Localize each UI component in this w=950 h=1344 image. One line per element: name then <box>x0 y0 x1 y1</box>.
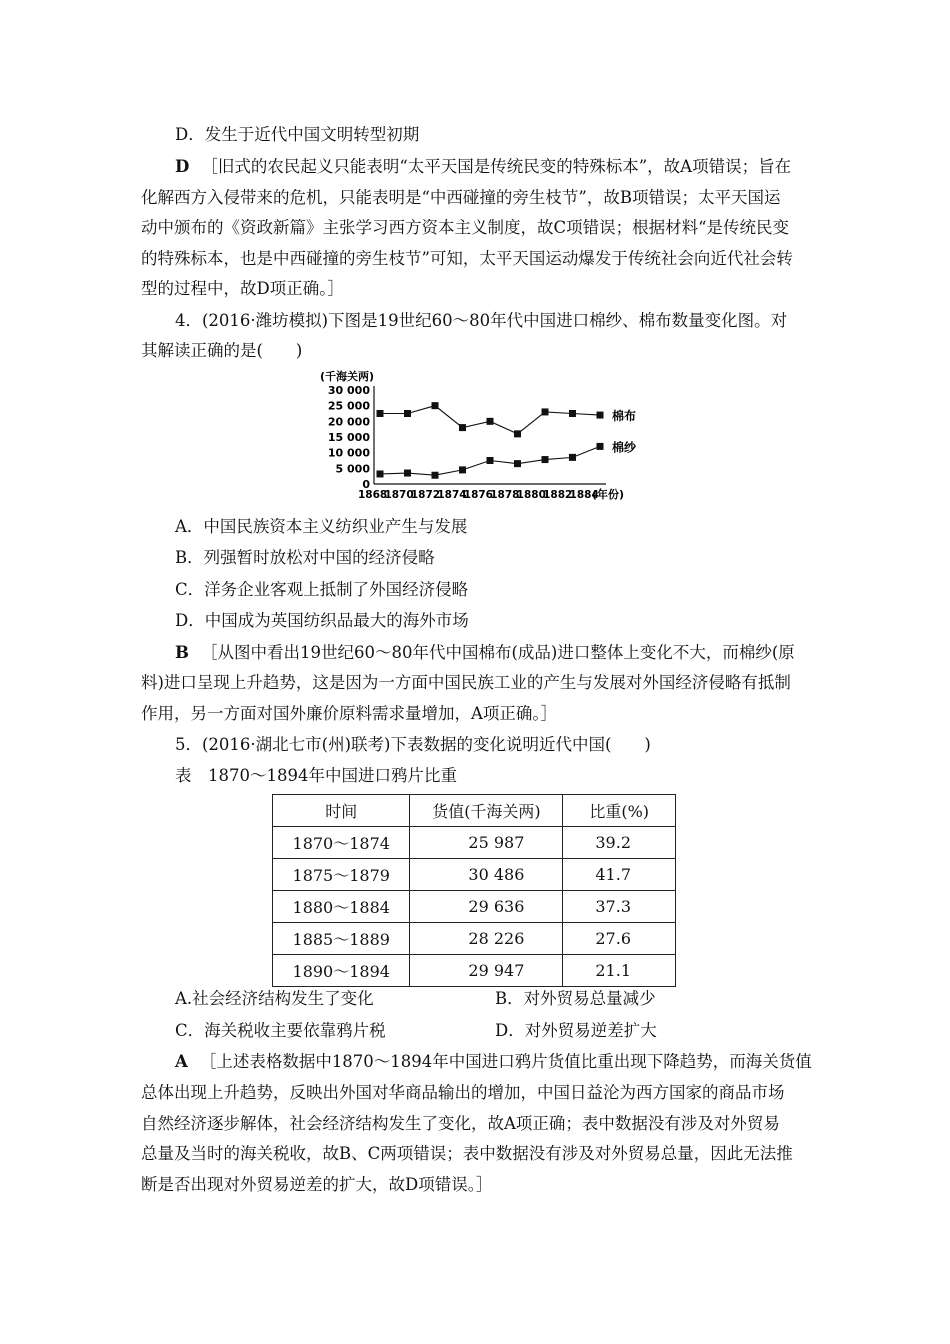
x-tick-label: 1876 <box>463 489 494 501</box>
y-tick-label: 15 000 <box>327 431 370 444</box>
q5-option-a: A.社会经济结构发生了变化 <box>175 989 374 1008</box>
q4-option-a: A．中国民族资本主义纺织业产生与发展 <box>175 517 468 536</box>
data-point <box>542 456 549 463</box>
table-cell-share: 41.7 <box>563 859 676 891</box>
data-point <box>404 410 411 417</box>
y-tick-label: 0 <box>362 478 370 491</box>
q5-explanation-line: 断是否出现对外贸易逆差的扩大，故D项错误。］ <box>141 1175 493 1194</box>
x-tick-label: 1884 <box>569 489 599 501</box>
y-tick-label: 25 000 <box>327 399 370 413</box>
q5-explanation-line: 总量及当时的海关税收，故B、C两项错误；表中数据没有涉及对外贸易总量，因此无法推 <box>141 1144 793 1163</box>
table-cell-share: 39.2 <box>563 827 676 859</box>
x-tick-label: 1872 <box>410 489 441 501</box>
cotton-import-chart <box>318 366 648 502</box>
data-point <box>514 430 521 437</box>
data-point <box>432 472 439 479</box>
data-point <box>487 457 494 464</box>
q3-explanation-line: ［旧式的农民起义只能表明“太平天国是传统民变的特殊标本”，故A项错误；旨在 <box>201 157 792 176</box>
table-row <box>273 955 676 987</box>
table-cell-share: 21.1 <box>563 955 676 987</box>
data-point <box>404 470 411 477</box>
table-cell-period: 1875～1879 <box>273 859 410 891</box>
table-cell-period: 1885～1889 <box>273 923 410 955</box>
q3-explanation-line: 化解西方入侵带来的危机，只能表明是“中西碰撞的旁生枝节”，故B项错误；太平天国运 <box>141 188 781 207</box>
data-point <box>459 466 466 473</box>
q5-explanation-line: 总体出现上升趋势，反映出外国对华商品输出的增加，中国日益沦为西方国家的商品市场 <box>141 1083 785 1102</box>
y-axis-unit-label: (千海关两) <box>320 370 375 383</box>
table-cell-value: 29 636 <box>410 891 563 923</box>
q3-explanation-line: 的特殊标本，也是中西碰撞的旁生枝节”可知，太平天国运动爆发于传统社会向近代社会转 <box>141 249 793 268</box>
data-point <box>377 470 384 477</box>
q5-explanation-line: 自然经济逐步解体，社会经济结构发生了变化，故A项正确；表中数据没有涉及对外贸易 <box>141 1114 780 1133</box>
q4-explanation-line: ［从图中看出19世纪60～80年代中国棉布(成品)进口整体上变化不大，而棉纱(原 <box>200 643 795 662</box>
table-header-cell: 比重(%) <box>563 795 676 827</box>
table-cell-share: 37.3 <box>563 891 676 923</box>
table-cell-period: 1870～1874 <box>273 827 410 859</box>
table-cell-period: 1890～1894 <box>273 955 410 987</box>
opium-import-table <box>272 794 676 987</box>
data-point <box>514 460 521 467</box>
q4-option-c: C．洋务企业客观上抵制了外国经济侵略 <box>175 580 469 599</box>
x-axis-unit-label: (年份) <box>592 488 625 501</box>
table-row <box>273 827 676 859</box>
y-tick-label: 10 000 <box>327 446 370 460</box>
table-row <box>273 891 676 923</box>
q5-option-c: C．海关税收主要依靠鸦片税 <box>175 1021 386 1040</box>
y-tick-label: 5 000 <box>335 462 370 476</box>
q3-explanation-line: 动中颁布的《资政新篇》主张学习西方资本主义制度，故C项错误；根据材料“是传统民变 <box>141 218 790 237</box>
q4-explanation-line: 料)进口呈现上升趋势，这是因为一方面中国民族工业的产生与发展对外国经济侵略有抵制 <box>141 673 791 692</box>
series-label: 棉纱 <box>612 440 637 455</box>
q4-explanation-line: 作用，另一方面对国外廉价原料需求量增加，A项正确。］ <box>141 704 558 723</box>
q5-stem: 5．(2016·湖北七市(州)联考)下表数据的变化说明近代中国( ) <box>175 735 651 754</box>
q4-answer-line-1 <box>175 642 795 664</box>
data-point <box>487 418 494 425</box>
q5-explanation-line: ［上述表格数据中1870～1894年中国进口鸦片货值比重出现下降趋势，而海关货值 <box>199 1052 812 1071</box>
x-tick-label: 1882 <box>543 489 573 501</box>
table-row <box>273 859 676 891</box>
y-axis-ticks <box>328 384 370 491</box>
q4-stem-line-1: 4．(2016·潍坊模拟)下图是19世纪60～80年代中国进口棉纱、棉布数量变化图。对 <box>175 311 788 330</box>
x-axis-ticks <box>358 489 599 501</box>
table-header-cell: 货值(千海关两) <box>410 795 563 827</box>
data-point <box>542 408 549 415</box>
data-point <box>597 443 604 450</box>
q5-answer-letter: A <box>175 1052 188 1071</box>
data-point <box>459 424 466 431</box>
q3-answer-line-1 <box>175 156 791 178</box>
data-point <box>377 410 384 417</box>
q4-answer-letter: B <box>175 643 189 662</box>
x-tick-label: 1880 <box>516 489 546 501</box>
q3-answer-letter: D <box>175 157 190 176</box>
q4-option-d: D．中国成为英国纺织品最大的海外市场 <box>175 611 469 630</box>
q5-option-b: B．对外贸易总量减少 <box>495 989 656 1008</box>
y-tick-label: 30 000 <box>327 384 370 397</box>
data-point <box>569 410 576 417</box>
chart-series <box>377 402 638 479</box>
x-tick-label: 1868 <box>358 489 388 501</box>
table-cell-value: 29 947 <box>410 955 563 987</box>
x-tick-label: 1874 <box>437 489 467 501</box>
table-cell-value: 28 226 <box>410 923 563 955</box>
table-row <box>273 923 676 955</box>
series-label: 棉布 <box>612 409 637 424</box>
data-point <box>597 412 604 419</box>
table-cell-value: 30 486 <box>410 859 563 891</box>
y-tick-label: 20 000 <box>327 415 370 429</box>
q5-option-d: D．对外贸易逆差扩大 <box>495 1021 657 1040</box>
q4-stem-line-2: 其解读正确的是( ) <box>141 341 303 360</box>
q5-table-caption: 表 1870～1894年中国进口鸦片比重 <box>175 766 457 785</box>
table-header-row <box>273 795 676 827</box>
q4-option-b: B．列强暂时放松对中国的经济侵略 <box>175 548 435 567</box>
table-cell-period: 1880～1884 <box>273 891 410 923</box>
q5-answer-line-1 <box>175 1051 812 1073</box>
x-tick-label: 1870 <box>384 489 414 501</box>
q3-option-d: D．发生于近代中国文明转型初期 <box>175 125 420 144</box>
table-cell-share: 27.6 <box>563 923 676 955</box>
data-point <box>432 402 439 409</box>
x-tick-label: 1878 <box>490 489 520 501</box>
q3-explanation-line: 型的过程中，故D项正确。］ <box>141 279 344 298</box>
table-header-cell: 时间 <box>273 795 410 827</box>
table-cell-value: 25 987 <box>410 827 563 859</box>
data-point <box>569 454 576 461</box>
